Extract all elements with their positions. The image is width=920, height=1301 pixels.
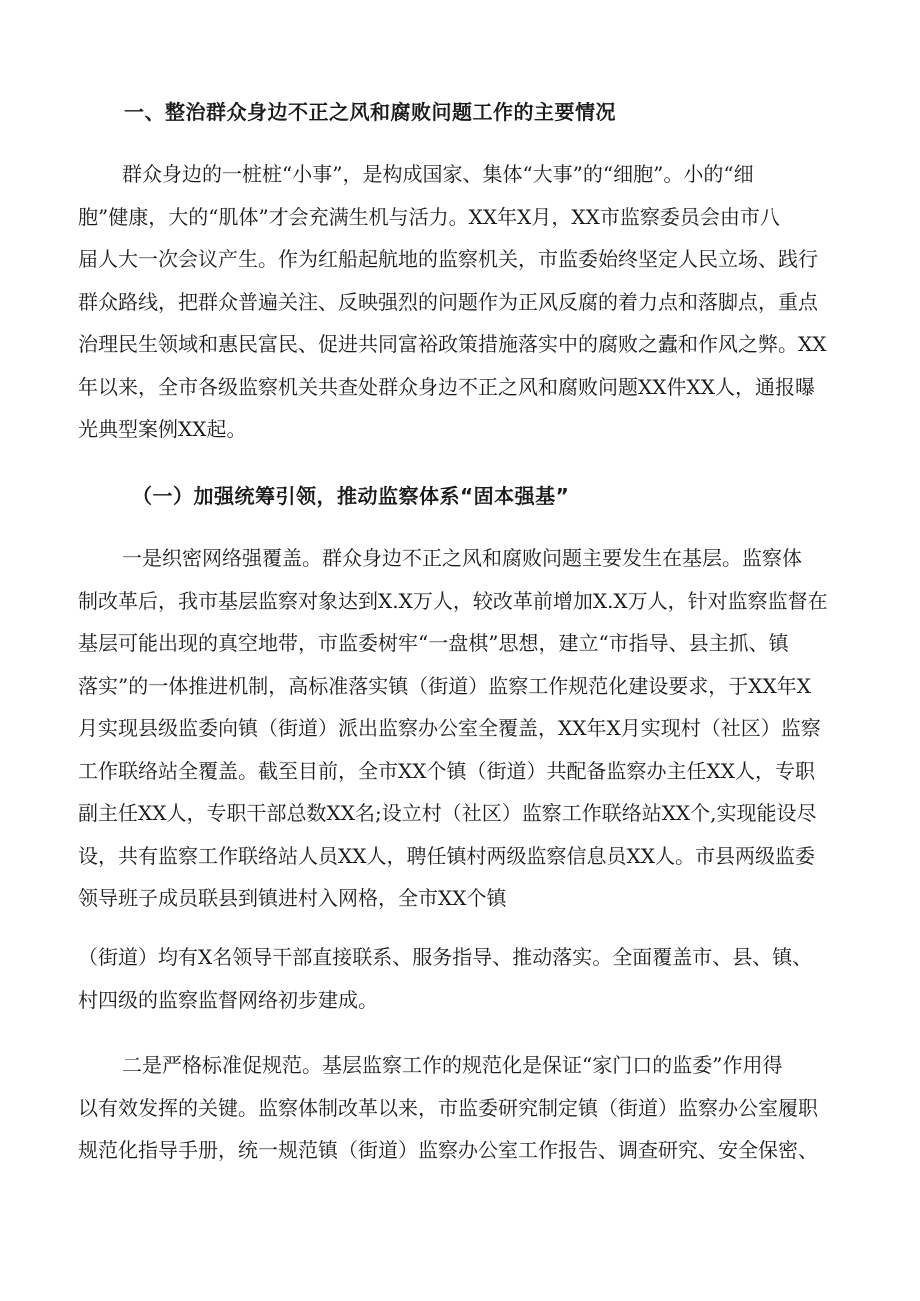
paragraph-line: 届人大一次会议产生。作为红船起航地的监察机关，市监委始终坚定人民立场、践行: [78, 247, 818, 271]
paragraph-line: 胞”健康，大的“肌体”才会充满生机与活力。XX年X月，XX市监察委员会由市八: [78, 204, 780, 229]
paragraph-line: 年以来，全市各级监察机关共查处群众身边不正之风和腐败问题XX件XX人，通报曝: [78, 374, 815, 399]
paragraph-line: 基层可能出现的真空地带，市监委树牢“一盘棋”思想，建立“市指导、县主抓、镇: [78, 631, 789, 655]
paragraph-line: （街道）均有X名领导干部直接联系、服务指导、推动落实。全面覆盖市、县、镇、: [78, 945, 813, 969]
paragraph-line: 落实”的一体推进机制，高标准落实镇（街道）监察工作规范化建设要求，于XX年X: [78, 673, 811, 698]
paragraph-line: 规范化指导手册，统一规范镇（街道）监察办公室工作报告、调查研究、安全保密、: [78, 1138, 818, 1162]
paragraph-network-coverage: [78, 537, 868, 920]
paragraph-line: 副主任XX人，专职干部总数XX名;设立村（社区）监察工作联络站XX个,实现能设尽: [78, 801, 817, 825]
paragraph-line: 工作联络站全覆盖。截至目前，全市XX个镇（街道）共配备监察办主任XX人，专职: [78, 758, 815, 783]
paragraph-line: 领导班子成员联县到镇进村入网格，全市XX个镇: [78, 886, 507, 910]
section-heading: 一、整治群众身边不正之风和腐败问题工作的主要情况: [124, 100, 616, 124]
paragraph-standards: [78, 1044, 868, 1172]
subsection-heading: （一）加强统筹引领，推动监察体系“固本强基”: [132, 484, 570, 508]
paragraph-line: 村四级的监察监督网络初步建成。: [78, 987, 378, 1012]
paragraph-intro: [78, 153, 868, 451]
paragraph-line: 二是严格标准促规范。基层监察工作的规范化是保证“家门口的监委”作用得: [122, 1053, 783, 1077]
paragraph-line: 设，共有监察工作联络站人员XX人，聘任镇村两级监察信息员XX人。市县两级监委: [78, 843, 815, 868]
paragraph-line: 制改革后，我市基层监察对象达到X.X万人，较改革前增加X.X万人，针对监察监督在: [78, 588, 828, 613]
paragraph-continuation: [78, 936, 868, 1021]
paragraph-line: 一是织密网络强覆盖。群众身边不正之风和腐败问题主要发生在基层。监察体: [122, 546, 802, 570]
paragraph-line: 光典型案例XX起。: [78, 417, 247, 441]
paragraph-line: 月实现县级监委向镇（街道）派出监察办公室全覆盖，XX年X月实现村（社区）监察: [78, 716, 821, 740]
paragraph-line: 以有效发挥的关键。监察体制改革以来，市监委研究制定镇（街道）监察办公室履职: [78, 1095, 818, 1120]
paragraph-line: 治理民生领域和惠民富民、促进共同富裕政策措施落实中的腐败之蠹和作风之弊。XX: [78, 332, 827, 356]
paragraph-line: 群众身边的一桩桩“小事”，是构成国家、集体“大事”的“细胞”。小的“细: [122, 162, 754, 186]
paragraph-line: 群众路线，把群众普遍关注、反映强烈的问题作为正风反腐的着力点和落脚点，重点: [78, 289, 818, 314]
